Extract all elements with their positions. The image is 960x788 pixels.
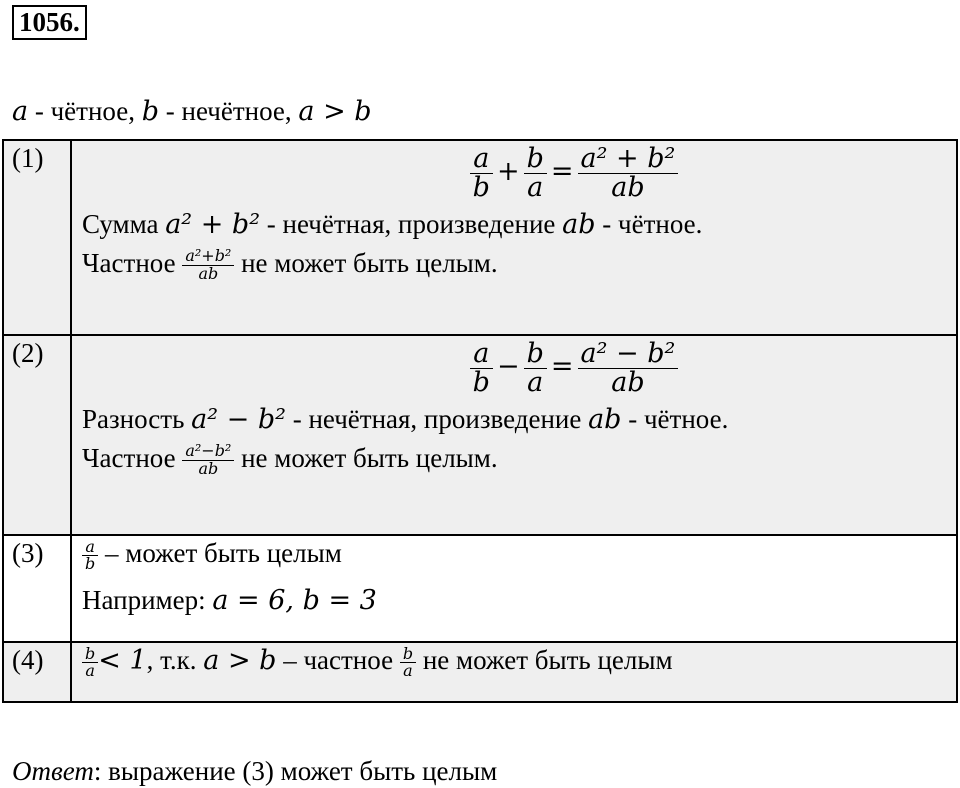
conclusion-line (72, 443, 956, 478)
denominator: ab (198, 263, 219, 283)
row-content (71, 335, 957, 535)
denominator: a (527, 367, 544, 399)
numerator: a (470, 340, 493, 369)
numerator: a (470, 145, 493, 174)
explanation-line (72, 209, 956, 240)
denominator: a (403, 661, 413, 681)
fraction (578, 145, 679, 203)
denominator: b (472, 367, 490, 399)
fraction (400, 643, 416, 681)
denominator: ab (611, 367, 645, 399)
fraction (182, 443, 234, 478)
fraction (182, 248, 234, 283)
row-content (71, 642, 957, 702)
fraction (524, 145, 547, 203)
text: не может быть целым. (234, 442, 498, 473)
conclusion-line (72, 248, 956, 283)
numerator: a² − b² (578, 340, 679, 369)
text: Частное (82, 247, 183, 278)
text: - нечётная, произведение (285, 403, 589, 434)
row-label: (1) (3, 140, 71, 335)
answer-text: : выражение (3) может быть целым (93, 756, 498, 786)
expression: ab (588, 403, 622, 435)
explanation-line (72, 645, 956, 680)
row-content (71, 535, 957, 642)
text: Сумма (82, 208, 166, 239)
numerator: a²+b² (182, 248, 234, 266)
text: не может быть целым. (234, 247, 498, 278)
fraction (82, 536, 98, 574)
problem-number: 1056. (12, 5, 87, 40)
problem-condition (12, 96, 372, 127)
equals-sign: = (550, 351, 574, 383)
expression: a² − b² (191, 403, 286, 435)
fraction (524, 340, 547, 398)
text: - чётное. (595, 208, 703, 239)
text: не может быть целым (416, 645, 673, 675)
operator: + (496, 156, 520, 188)
row-label: (3) (3, 535, 71, 642)
fraction (470, 145, 493, 203)
fraction (578, 340, 679, 398)
solution-row-1 (3, 140, 957, 335)
var-a: a (12, 96, 29, 127)
numerator: a²−b² (182, 443, 234, 461)
text: - чётное. (621, 403, 729, 434)
numerator: b (524, 340, 547, 369)
expression: a² + b² (165, 208, 261, 240)
example-line (72, 585, 956, 616)
text: – может быть целым (98, 538, 342, 568)
denominator: b (85, 554, 96, 574)
solution-row-2 (3, 335, 957, 535)
expression: < 1 (98, 645, 147, 676)
denominator: a (85, 661, 95, 681)
row-label: (2) (3, 335, 71, 535)
text: Частное (82, 442, 183, 473)
text: , т.к. (146, 645, 204, 675)
condition-relation: a > b (298, 96, 372, 127)
answer-label: Ответ (12, 756, 94, 786)
numerator: b (400, 646, 416, 664)
expression: a > b (203, 645, 277, 676)
solution-table (2, 139, 958, 703)
equation (72, 145, 956, 203)
numerator: a² + b² (578, 145, 679, 174)
equals-sign: = (550, 156, 574, 188)
explanation-line (72, 404, 956, 435)
row-label: (4) (3, 642, 71, 702)
condition-text-2: - нечётное, (159, 96, 299, 126)
denominator: ab (198, 458, 219, 478)
fraction (82, 643, 98, 681)
solution-row-3 (3, 535, 957, 642)
row-content (71, 140, 957, 335)
text: – частное (276, 645, 400, 675)
operator: − (496, 351, 520, 383)
solution-row-4 (3, 642, 957, 702)
fraction (470, 340, 493, 398)
expression: a = 6, b = 3 (212, 585, 377, 617)
answer-line (12, 756, 497, 787)
denominator: a (527, 172, 544, 204)
var-b: b (141, 96, 160, 127)
numerator: b (524, 145, 547, 174)
explanation-line (72, 538, 956, 573)
denominator: ab (611, 172, 645, 204)
text: Например: (82, 585, 213, 616)
denominator: b (472, 172, 490, 204)
text: - нечётная, произведение (260, 208, 563, 239)
expression: ab (562, 208, 596, 240)
condition-text-1: - чётное, (28, 96, 142, 126)
equation (72, 340, 956, 398)
numerator: a (82, 539, 98, 557)
text: Разность (82, 403, 192, 434)
numerator: b (82, 646, 98, 664)
